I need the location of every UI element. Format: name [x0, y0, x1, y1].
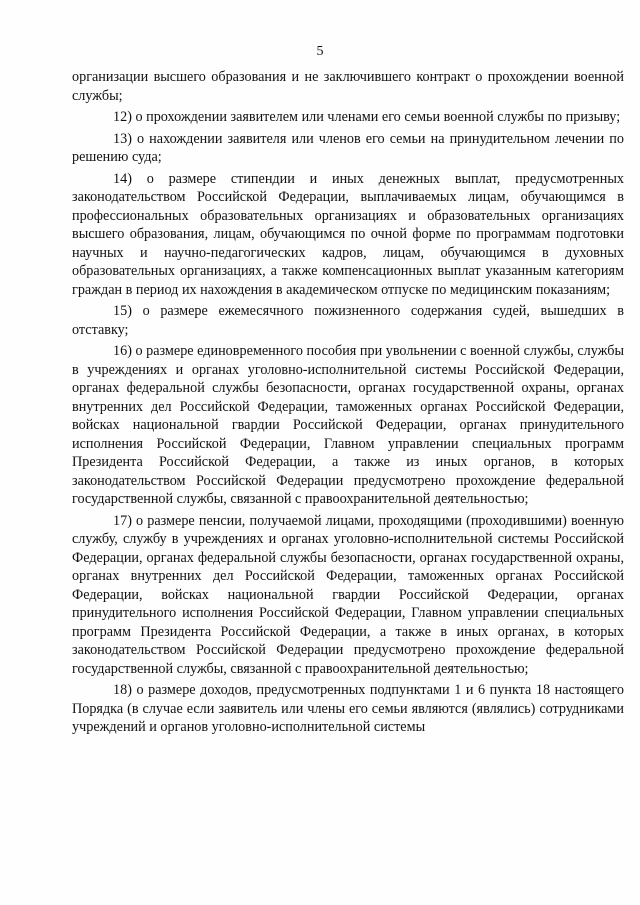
paragraph: 13) о нахождении заявителя или членов его семьи на принудительном лечении по решению суда; [72, 130, 624, 165]
paragraph: организации высшего образования и не заключившего контракт о прохождении военной службы; [72, 69, 624, 104]
paragraph: 12) о прохождении заявителем или членами его семьи военной службы по призыву; [113, 109, 621, 125]
document-body [72, 68, 624, 740]
paragraph: 15) о размере ежемесячного пожизненного содержания судей, вышедших в отставку; [72, 303, 624, 338]
paragraph: 14) о размере стипендии и иных денежных выплат, предусмотренных законодательством Российской Федерации, выплачиваемых лицам, обучающимся в профессиональных образовательных организациях и образовательных организациях высшего образования, лицам, обучающимся по очной форме по программам подготовки научных и научно-педагогических кадров, лицам, обучающимся в духовных образовательных организациях, а также компенсационных выплат указанным категориям граждан в период их нахождения в академическом отпуске по медицинским показаниям; [72, 170, 624, 298]
paragraph: 18) о размере доходов, предусмотренных подпунктами 1 и 6 пункта 18 настоящего Порядка (в случае если заявитель или члены его семьи являются (являлись) сотрудниками учреждений и органов уголовно-исполнительной системы [72, 682, 624, 735]
paragraph: 16) о размере единовременного пособия при увольнении с военной службы, службы в учреждениях и органах уголовно-исполнительной системы Российской Федерации, органах федеральной службы безопасности, органах государственной охраны, органах внутренних дел Российской Федерации, таможенных органах Российской Федерации, войсках национальной гвардии Российской Федерации, органах принудительного исполнения Российской Федерации, Главном управлении специальных программ Президента Российской Федерации, а также из иных органов, в которых законодательством Российской Федерации предусмотрено прохождение федеральной государственной службы, связанной с правоохранительной деятельностью; [72, 343, 624, 507]
page-number: 5 [316, 44, 324, 59]
paragraph: 17) о размере пенсии, получаемой лицами, проходящими (проходившими) военную службу, службу в учреждениях и органах уголовно-исполнительной системы Российской Федерации, органах федеральной службы безопасности, органах государственной охраны, органах внутренних дел Российской Федерации, таможенных органах Российской Федерации, войсках национальной гвардии Российской Федерации, органах принудительного исполнения Российской Федерации, Главном управлении специальных программ Президента Российской Федерации, а также в иных органах, в которых законодательством Российской Федерации предусмотрено прохождение федеральной государственной службы, связанной с правоохранительной деятельностью; [72, 512, 624, 677]
